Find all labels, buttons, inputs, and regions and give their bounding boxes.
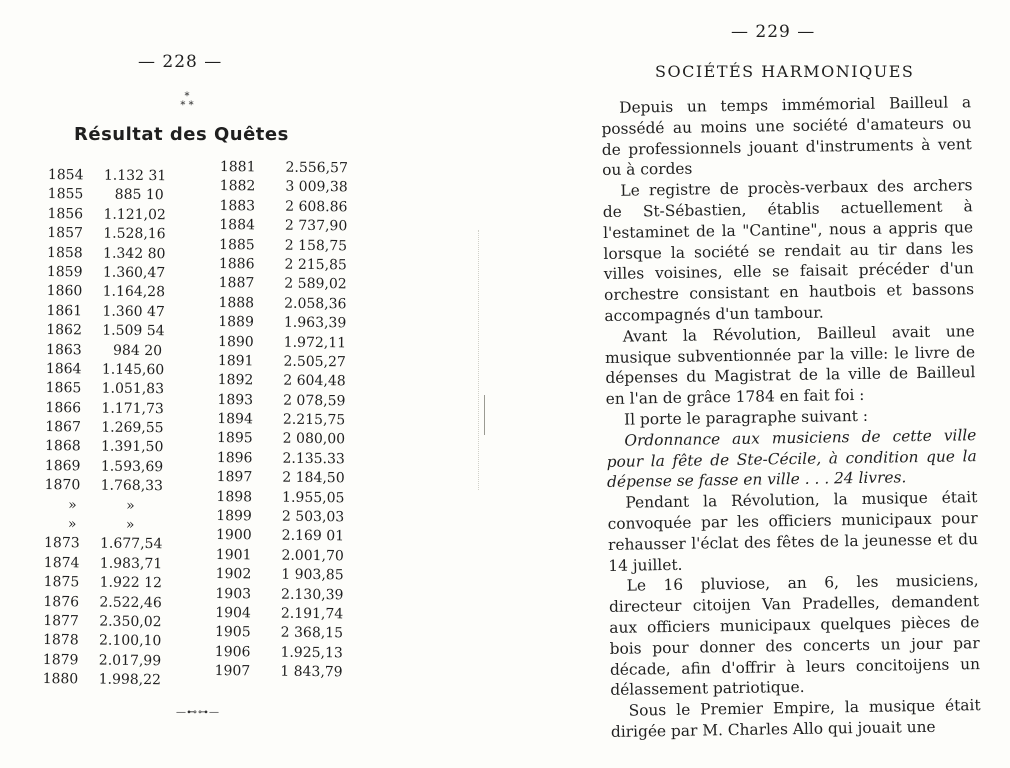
year-cell: 1900 bbox=[215, 527, 252, 544]
amount-cell: 1.391,50 bbox=[100, 439, 164, 456]
amount-cell: » bbox=[125, 516, 135, 533]
year-cell: 1896 bbox=[216, 449, 253, 467]
amount-cell: 1.955,05 bbox=[282, 489, 345, 506]
amount-cell: 2.130,39 bbox=[281, 586, 344, 603]
amount-cell: 1.132 31 bbox=[103, 167, 167, 185]
amount-cell: 1.922 12 bbox=[99, 574, 163, 592]
amount-cell: 2.058,36 bbox=[284, 295, 347, 313]
table-row bbox=[45, 399, 164, 420]
amount-cell: 1.509 54 bbox=[102, 322, 165, 340]
year-cell: 1866 bbox=[45, 399, 82, 417]
amount-cell: 1.768,33 bbox=[100, 477, 164, 495]
amount-cell: 2.001,70 bbox=[281, 547, 344, 565]
table-row bbox=[220, 158, 348, 179]
amount-cell: 1.593,69 bbox=[100, 458, 164, 476]
table-row bbox=[47, 166, 167, 187]
amount-cell: 1.925,13 bbox=[280, 644, 343, 662]
table-row bbox=[42, 631, 162, 652]
left-page bbox=[0, 0, 500, 768]
year-cell: 1861 bbox=[46, 302, 83, 320]
table-row bbox=[43, 534, 163, 555]
amount-cell: 2 078,59 bbox=[283, 392, 346, 410]
amount-cell: 1.998,22 bbox=[98, 671, 162, 689]
asterism bbox=[172, 92, 202, 110]
table-row bbox=[45, 379, 165, 400]
table-row bbox=[47, 244, 166, 265]
table-row bbox=[216, 526, 344, 547]
year-cell: 1874 bbox=[43, 554, 80, 572]
amount-cell: 2.350,02 bbox=[99, 613, 162, 631]
table-row bbox=[46, 321, 165, 342]
right-page bbox=[505, 0, 1010, 768]
table-row bbox=[218, 333, 346, 354]
table-row bbox=[47, 205, 166, 226]
year-cell: 1859 bbox=[46, 263, 83, 281]
table-row bbox=[216, 546, 344, 567]
table-row bbox=[218, 371, 346, 392]
results-column-2 bbox=[215, 158, 348, 683]
table-row bbox=[218, 313, 346, 334]
amount-cell: 1.171,73 bbox=[101, 400, 164, 417]
table-row bbox=[219, 216, 347, 237]
table-row bbox=[43, 593, 162, 614]
amount-cell: 3 009,38 bbox=[285, 179, 348, 196]
table-row bbox=[217, 391, 345, 412]
amount-cell: 1 843,79 bbox=[280, 663, 343, 681]
table-row bbox=[216, 507, 344, 528]
table-row bbox=[46, 302, 165, 323]
year-cell: 1882 bbox=[219, 178, 256, 195]
table-row bbox=[46, 263, 166, 284]
year-cell: 1890 bbox=[217, 333, 254, 350]
amount-cell: 2 604,48 bbox=[283, 372, 346, 390]
amount-cell: 1.051,83 bbox=[101, 380, 165, 398]
table-row bbox=[45, 360, 165, 381]
table-row bbox=[44, 515, 160, 536]
table-row bbox=[219, 274, 347, 295]
year-cell: 1857 bbox=[47, 225, 84, 242]
year-cell: 1877 bbox=[43, 612, 79, 630]
table-row bbox=[215, 643, 343, 664]
table-row bbox=[219, 255, 347, 276]
year-cell: 1867 bbox=[45, 419, 81, 436]
amount-cell: 1 903,85 bbox=[281, 566, 344, 584]
amount-cell: 2.522,46 bbox=[99, 594, 162, 611]
table-row bbox=[42, 670, 162, 691]
amount-cell: 2.135.33 bbox=[282, 450, 345, 468]
paragraph: Pendant la Révolution, la musique était convoquée par les officiers municipaux pour rehausser l'éclat des fêtes de la jeunesse et du 14 juillet. bbox=[607, 488, 979, 575]
amount-cell: 2.169 01 bbox=[281, 528, 345, 545]
amount-cell: 2 589,02 bbox=[284, 276, 347, 293]
amount-cell: 984 20 bbox=[112, 342, 163, 359]
table-row bbox=[48, 185, 164, 206]
year-cell: 1903 bbox=[215, 585, 252, 602]
year-cell: 1880 bbox=[42, 671, 79, 688]
end-ornament: —⊷⊶— bbox=[176, 707, 220, 718]
amount-cell: 2.017,99 bbox=[98, 652, 162, 669]
amount-cell: 1.360,47 bbox=[102, 264, 166, 282]
table-row bbox=[43, 554, 163, 575]
paragraph: Il porte le paragraphe suivant : bbox=[623, 406, 869, 429]
table-row bbox=[216, 488, 344, 509]
year-cell: 1865 bbox=[45, 380, 82, 397]
paragraph: Sous le Premier Empire, la musique était dirigée par M. Charles Allo qui jouait une bbox=[610, 696, 981, 741]
year-cell: 1876 bbox=[43, 593, 80, 610]
amount-cell: 1.342 80 bbox=[103, 245, 166, 262]
body-text bbox=[601, 92, 981, 742]
amount-cell: 2 608.86 bbox=[285, 198, 348, 216]
table-title: Résultat des Quêtes bbox=[74, 124, 289, 145]
table-row bbox=[46, 341, 162, 362]
year-cell: 1902 bbox=[215, 566, 252, 583]
amount-cell: 2 368,15 bbox=[280, 625, 344, 642]
year-cell: 1879 bbox=[42, 651, 79, 669]
year-cell: 1858 bbox=[47, 244, 83, 261]
paragraph: Le registre de procès-verbaux des archers de St-Sébastien, établis actuellement à l'estaminet de la "Cantine", nous a appris que lorsque la société se rendait au tir dans les villes voisines, elle se faisait précéder d'un orchestre consistant en hautbois et bassons accompagnés d'un tambour. bbox=[602, 176, 975, 325]
year-cell: 1869 bbox=[44, 457, 81, 475]
amount-cell: 1.269,55 bbox=[101, 419, 164, 437]
table-row bbox=[44, 476, 164, 497]
amount-cell: 2 184,50 bbox=[282, 469, 345, 487]
amount-cell: 885 10 bbox=[114, 187, 164, 204]
results-column-1 bbox=[42, 166, 167, 691]
amount-cell: » bbox=[126, 497, 135, 514]
amount-cell: 1.145,60 bbox=[101, 361, 165, 379]
year-cell: 1863 bbox=[45, 341, 82, 358]
asterism-glyph: * * * bbox=[180, 91, 194, 111]
table-row bbox=[44, 457, 164, 478]
year-cell: 1884 bbox=[219, 217, 256, 234]
table-row bbox=[217, 410, 345, 431]
amount-cell: 1.360 47 bbox=[102, 303, 165, 320]
year-cell: » bbox=[67, 516, 77, 533]
year-cell: 1855 bbox=[47, 186, 84, 203]
amount-cell: 1.164,28 bbox=[102, 283, 166, 301]
table-row bbox=[215, 623, 343, 644]
year-cell: 1862 bbox=[46, 322, 83, 339]
year-cell: 1905 bbox=[214, 624, 251, 641]
paragraph: Le 16 pluviose, an 6, les musiciens, directeur citoijen Van Pradelles, demandent aux officiers municipaux quelques pièces de bois pour donner des concerts un jour par décade, afin d'offrir à leurs concitoijens un délassement patriotique. bbox=[608, 571, 981, 700]
year-cell: 1885 bbox=[219, 236, 255, 253]
table-row bbox=[220, 177, 348, 198]
amount-cell: 1.972,11 bbox=[283, 334, 347, 351]
year-cell: 1893 bbox=[217, 391, 254, 409]
year-cell: 1898 bbox=[216, 488, 253, 505]
table-row bbox=[44, 437, 164, 458]
ordinance-quote: Ordonnance aux musiciens de cette ville pour la fête de Ste-Cécile, à condition que la dépense se fasse en ville . . . 24 livres. bbox=[606, 425, 977, 492]
table-row bbox=[219, 197, 347, 218]
amount-cell: 1.963,39 bbox=[283, 314, 347, 332]
year-cell: 1873 bbox=[43, 535, 80, 552]
year-cell: 1894 bbox=[217, 411, 253, 428]
table-row bbox=[45, 418, 164, 439]
table-row bbox=[218, 352, 346, 373]
table-row bbox=[219, 236, 347, 257]
left-page-number: — 228 — bbox=[138, 52, 223, 72]
year-cell: 1854 bbox=[47, 166, 84, 184]
year-cell: 1889 bbox=[218, 314, 255, 331]
amount-cell: 2.556,57 bbox=[285, 159, 348, 177]
table-row bbox=[216, 565, 344, 586]
table-row bbox=[217, 429, 345, 450]
table-row bbox=[47, 224, 166, 245]
year-cell: 1856 bbox=[47, 205, 84, 223]
amount-cell: 1.528,16 bbox=[103, 225, 166, 243]
amount-cell: 2 215,85 bbox=[284, 256, 347, 274]
gutter-mark bbox=[484, 395, 487, 435]
year-cell: 1906 bbox=[214, 643, 251, 661]
gutter-shadow bbox=[478, 230, 487, 490]
year-cell: 1899 bbox=[216, 508, 252, 525]
amount-cell: 2 080,00 bbox=[282, 431, 346, 448]
year-cell: 1886 bbox=[218, 255, 255, 273]
year-cell: 1878 bbox=[42, 632, 79, 649]
year-cell: 1907 bbox=[214, 663, 251, 680]
amount-cell: 2 737,90 bbox=[284, 217, 348, 235]
right-page-number: — 229 — bbox=[731, 22, 816, 42]
table-row bbox=[217, 449, 345, 470]
year-cell: 1881 bbox=[219, 158, 256, 176]
year-cell: 1904 bbox=[215, 604, 251, 622]
paragraph: Avant la Révolution, Bailleul avait une musique subventionnée par la ville: le livre de dépenses du Magistrat de la ville de Bailleul en l'an de grâce 1784 en fait foi : bbox=[604, 321, 976, 409]
year-cell: 1883 bbox=[219, 197, 256, 215]
table-row bbox=[42, 651, 162, 672]
table-row bbox=[44, 496, 160, 517]
year-cell: 1887 bbox=[218, 275, 255, 292]
table-row bbox=[215, 585, 343, 606]
year-cell: 1892 bbox=[217, 372, 254, 389]
amount-cell: 2.215,75 bbox=[282, 411, 346, 429]
table-row bbox=[43, 612, 162, 633]
table-row bbox=[46, 282, 166, 303]
year-cell: 1901 bbox=[215, 546, 252, 564]
table-row bbox=[43, 573, 163, 594]
table-row bbox=[218, 294, 346, 315]
section-heading: SOCIÉTÉS HARMONIQUES bbox=[655, 62, 915, 81]
amount-cell: 2.505,27 bbox=[283, 353, 346, 371]
year-cell: 1897 bbox=[216, 469, 253, 486]
amount-cell: 2.191,74 bbox=[280, 605, 344, 623]
year-cell: 1891 bbox=[217, 352, 254, 370]
year-cell: 1864 bbox=[45, 360, 82, 378]
year-cell: » bbox=[68, 496, 77, 513]
table-row bbox=[215, 662, 343, 683]
amount-cell: 2.100,10 bbox=[98, 632, 162, 650]
amount-cell: 1.983,71 bbox=[99, 555, 163, 573]
amount-cell: 2 503,03 bbox=[281, 508, 345, 526]
table-row bbox=[215, 604, 343, 625]
year-cell: 1888 bbox=[218, 294, 255, 312]
amount-cell: 1.121,02 bbox=[103, 206, 166, 224]
paragraph: Depuis un temps immémorial Bailleul a possédé au moins une société d'amateurs ou de professionnels jouant d'instruments à vent ou à cordes bbox=[601, 93, 972, 180]
year-cell: 1870 bbox=[44, 477, 81, 494]
table-row bbox=[217, 468, 345, 489]
year-cell: 1875 bbox=[43, 574, 80, 591]
amount-cell: 1.677,54 bbox=[99, 535, 163, 553]
amount-cell: 2 158,75 bbox=[284, 237, 348, 254]
year-cell: 1868 bbox=[44, 438, 81, 455]
year-cell: 1860 bbox=[46, 283, 83, 300]
year-cell: 1895 bbox=[216, 430, 253, 447]
